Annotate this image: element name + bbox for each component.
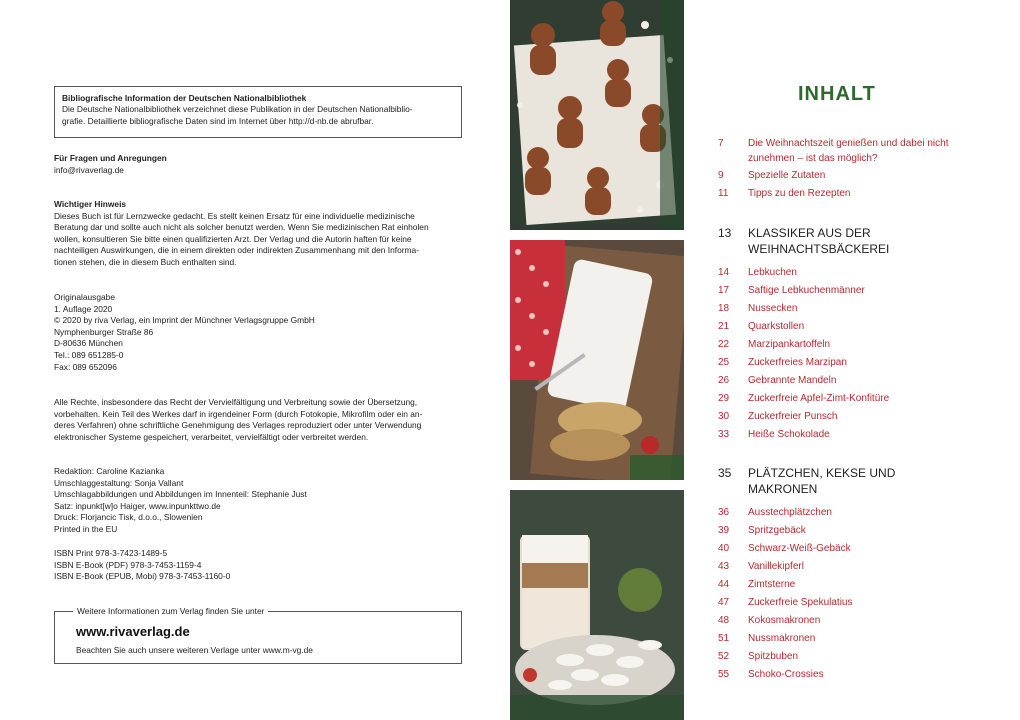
isbn-line: ISBN E-Book (PDF) 978-3-7453-1159-4: [54, 559, 202, 570]
bibliographic-info-title: Bibliografische Information der Deutschen Nationalbibliothek: [62, 93, 307, 103]
bibliographic-info-line: Die Deutsche Nationalbibliothek verzeichnet diese Publikation in der Deutschen Nationalbiblio-: [62, 104, 413, 115]
toc-entry-title: Zuckerfreie Apfel-Zimt-Konfitüre: [748, 393, 890, 404]
notice-title: Wichtiger Hinweis: [54, 199, 127, 209]
notice-line: Beratung dar und sollte auch nicht als solcher benutzt werden. Wenn Sie medizinischen Rat einholen: [54, 222, 429, 233]
toc-entry-title: Spitzbuben: [748, 651, 799, 662]
latte-and-vanillekipferl-photo: [510, 490, 684, 720]
questions-title: Für Fragen und Anregungen: [54, 153, 167, 163]
toc-page-number: 39: [718, 525, 730, 536]
edition-line: © 2020 by riva Verlag, ein Imprint der Münchner Verlagsgruppe GmbH: [54, 315, 315, 326]
toc-page-number: 36: [718, 507, 730, 518]
publisher-info-box: [54, 606, 462, 664]
toc-entry-title: Marzipankartoffeln: [748, 339, 831, 350]
toc-entry-title: Tipps zu den Rezepten: [748, 188, 851, 199]
credits-line: Satz: inpunkt[w]o Haiger, www.inpunkttwo.de: [54, 500, 221, 511]
bibliographic-info-box: [54, 86, 462, 138]
edition-line: D-80636 München: [54, 338, 123, 349]
toc-entry-title: Spezielle Zutaten: [748, 170, 826, 181]
isbn-line: ISBN Print 978-3-7423-1489-5: [54, 548, 168, 558]
rights-line: vorbehalten. Kein Teil des Werkes darf in irgendeiner Form (durch Fotokopie, Mikrofilm oder ein an-: [54, 408, 423, 419]
publisher-info-legend: Weitere Informationen zum Verlag finden Sie unter: [73, 606, 268, 617]
toc-page-number: 30: [718, 411, 730, 422]
toc-entry-title: Zuckerfreier Punsch: [748, 411, 838, 422]
toc-entry-title: Zuckerfreies Marzipan: [748, 357, 847, 368]
toc-entry-title: Ausstechplätzchen: [748, 507, 832, 518]
toc-page-number: 44: [718, 579, 730, 590]
toc-page-number: 21: [718, 321, 730, 332]
notice-line: Dieses Buch ist für Lernzwecke gedacht. Es stellt keinen Ersatz für eine individuelle medizinische: [54, 210, 415, 221]
toc-page-number: 9: [718, 170, 724, 181]
notice-block: [54, 199, 464, 269]
notice-line: wollen, konsultieren Sie bitte einen qualifizierten Arzt. Der Verlag und die Autorin haften für keine: [54, 233, 412, 244]
credits-line: Umschlaggestaltung: Sonja Vallant: [54, 477, 184, 488]
edition-line: Tel.: 089 651285-0: [54, 349, 124, 360]
publisher-note: Beachten Sie auch unsere weiteren Verlage unter www.m-vg.de: [76, 645, 313, 655]
toc-entry-title: Spritzgebäck: [748, 525, 806, 536]
credits-line: Printed in the EU: [54, 523, 118, 534]
toc-page-number: 43: [718, 561, 730, 572]
toc-page-number: 47: [718, 597, 730, 608]
contact-email: info@rivaverlag.de: [54, 164, 124, 175]
credits-line: Redaktion: Caroline Kazianka: [54, 466, 165, 476]
toc-page-number: 17: [718, 285, 730, 296]
toc-entry-title: Kokosmakronen: [748, 615, 821, 626]
isbn-line: ISBN E-Book (EPUB, Mobi) 978-3-7453-1160-0: [54, 571, 231, 582]
toc-page-number: 48: [718, 615, 730, 626]
toc-section-page-number: 35: [718, 466, 732, 480]
toc-entry-title: Zuckerfreie Spekulatius: [748, 597, 853, 608]
toc-page-number: 52: [718, 651, 730, 662]
toc-page-number: 7: [718, 138, 724, 149]
toc-entry-title: Zimtsterne: [748, 579, 796, 590]
rights-block: [54, 397, 464, 443]
rights-line: deres Verfahren) ohne schriftliche Genehmigung des Verlages reproduziert oder unter Verwendung: [54, 420, 422, 431]
stollen-photo: [510, 240, 684, 480]
toc-page-number: 14: [718, 267, 730, 278]
toc-page-number: 22: [718, 339, 730, 350]
toc-entry-title: Die Weihnachtszeit genießen und dabei nicht zunehmen – ist das möglich?: [748, 138, 949, 164]
edition-block: [54, 292, 464, 373]
toc-page-number: 29: [718, 393, 730, 404]
toc-page-number: 26: [718, 375, 730, 386]
imprint-page: [0, 0, 500, 720]
notice-line: nachteiligen Auswirkungen, die in einem direkten oder indirekten Zusammenhang mit den Informa-: [54, 245, 419, 256]
toc-section-page-number: 13: [718, 226, 732, 240]
toc-title: INHALT: [798, 83, 876, 105]
edition-line: Nymphenburger Straße 86: [54, 326, 154, 337]
edition-line: Fax: 089 652096: [54, 361, 117, 372]
edition-line: 1. Auflage 2020: [54, 303, 113, 314]
credits-block: [54, 466, 464, 536]
toc-page-number: 18: [718, 303, 730, 314]
toc-page-number: 51: [718, 633, 730, 644]
credits-line: Druck: Florjancic Tisk, d.o.o., Slowenien: [54, 512, 203, 523]
edition-line: Originalausgabe: [54, 292, 115, 302]
rights-line: elektronischer Systeme gespeichert, verarbeitet, vervielfältigt oder verbreitet werden.: [54, 431, 369, 442]
toc-section-title: KLASSIKER AUS DER WEIHNACHTSBÄCKEREI: [748, 226, 890, 256]
toc-entry-title: Lebkuchen: [748, 267, 797, 278]
bibliographic-info-line: grafie. Detaillierte bibliografische Daten sind im Internet über http://d-nb.de abrufbar.: [62, 115, 374, 126]
credits-line: Umschlagabbildungen und Abbildungen im Innenteil: Stephanie Just: [54, 489, 307, 500]
toc-entry-title: Nussecken: [748, 303, 798, 314]
toc-page-number: 40: [718, 543, 730, 554]
toc-entry-title: Quarkstollen: [748, 321, 805, 332]
toc-entry-title: Schoko-Crossies: [748, 669, 824, 680]
publisher-url-link[interactable]: www.rivaverlag.de: [76, 624, 190, 639]
toc-entry-title: Gebrannte Mandeln: [748, 375, 837, 386]
toc-section-title: PLÄTZCHEN, KEKSE UND MAKRONEN: [748, 466, 896, 496]
toc-page-number: 11: [718, 188, 729, 199]
notice-line: tionen stehen, die in diesem Buch enthalten sind.: [54, 256, 237, 267]
rights-line: Alle Rechte, insbesondere das Recht der Vervielfältigung und Verbreitung sowie der Übersetzung,: [54, 397, 418, 407]
toc-entry-title: Schwarz-Weiß-Gebäck: [748, 543, 851, 554]
isbn-block: [54, 548, 464, 583]
toc-entry-title: Heiße Schokolade: [748, 429, 830, 440]
toc-entry-title: Saftige Lebkuchenmänner: [748, 285, 865, 296]
gingerbread-men-photo: [510, 0, 684, 230]
toc-page-number: 55: [718, 669, 730, 680]
questions-block: [54, 153, 464, 176]
toc-page-number: 33: [718, 429, 730, 440]
toc-entry-title: Nussmakronen: [748, 633, 816, 644]
toc-page-number: 25: [718, 357, 730, 368]
toc-entry-title: Vanillekipferl: [748, 561, 804, 572]
